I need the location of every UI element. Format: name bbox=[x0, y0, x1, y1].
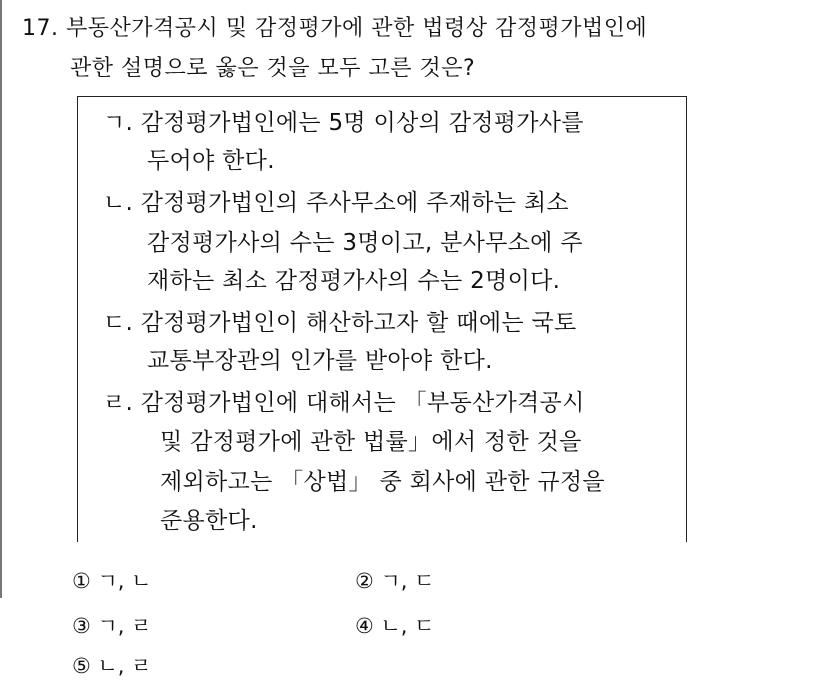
statement-d-line-3: 제외하고는 「상법」 중 회사에 관한 규정을 bbox=[160, 469, 605, 495]
statement-b-line-1: ㄴ. 감정평가법인의 주사무소에 주재하는 최소 bbox=[103, 190, 569, 216]
choice-2[interactable]: ② ㄱ, ㄷ bbox=[355, 569, 435, 593]
choice-4[interactable]: ④ ㄴ, ㄷ bbox=[355, 614, 435, 638]
statement-d-line-2: 및 감정평가에 관한 법률」에서 정한 것을 bbox=[160, 429, 582, 455]
statement-a-line-2: 두어야 한다. bbox=[147, 148, 275, 174]
statement-d-line-4: 준용한다. bbox=[160, 508, 258, 534]
question-stem-line-1: 17. 부동산가격공시 및 감정평가에 관한 법령상 감정평가법인에 bbox=[22, 16, 648, 41]
question-stem-line-2: 관한 설명으로 옳은 것을 모두 고른 것은? bbox=[70, 56, 476, 81]
statement-c-line-2: 교통부장관의 인가를 받아야 한다. bbox=[147, 348, 493, 374]
choice-1[interactable]: ① ㄱ, ㄴ bbox=[72, 569, 152, 593]
statement-b-line-3: 재하는 최소 감정평가사의 수는 2명이다. bbox=[147, 268, 561, 294]
choice-3[interactable]: ③ ㄱ, ㄹ bbox=[72, 614, 152, 638]
statement-a-line-1: ㄱ. 감정평가법인에는 5명 이상의 감정평가사를 bbox=[103, 110, 584, 136]
statement-c-line-1: ㄷ. 감정평가법인이 해산하고자 할 때에는 국토 bbox=[103, 310, 577, 336]
page-margin-rule bbox=[0, 0, 2, 598]
choice-5[interactable]: ⑤ ㄴ, ㄹ bbox=[72, 654, 152, 678]
statement-d-line-1: ㄹ. 감정평가법인에 대해서는 「부동산가격공시 bbox=[103, 390, 585, 416]
statement-b-line-2: 감정평가사의 수는 3명이고, 분사무소에 주 bbox=[147, 230, 583, 256]
